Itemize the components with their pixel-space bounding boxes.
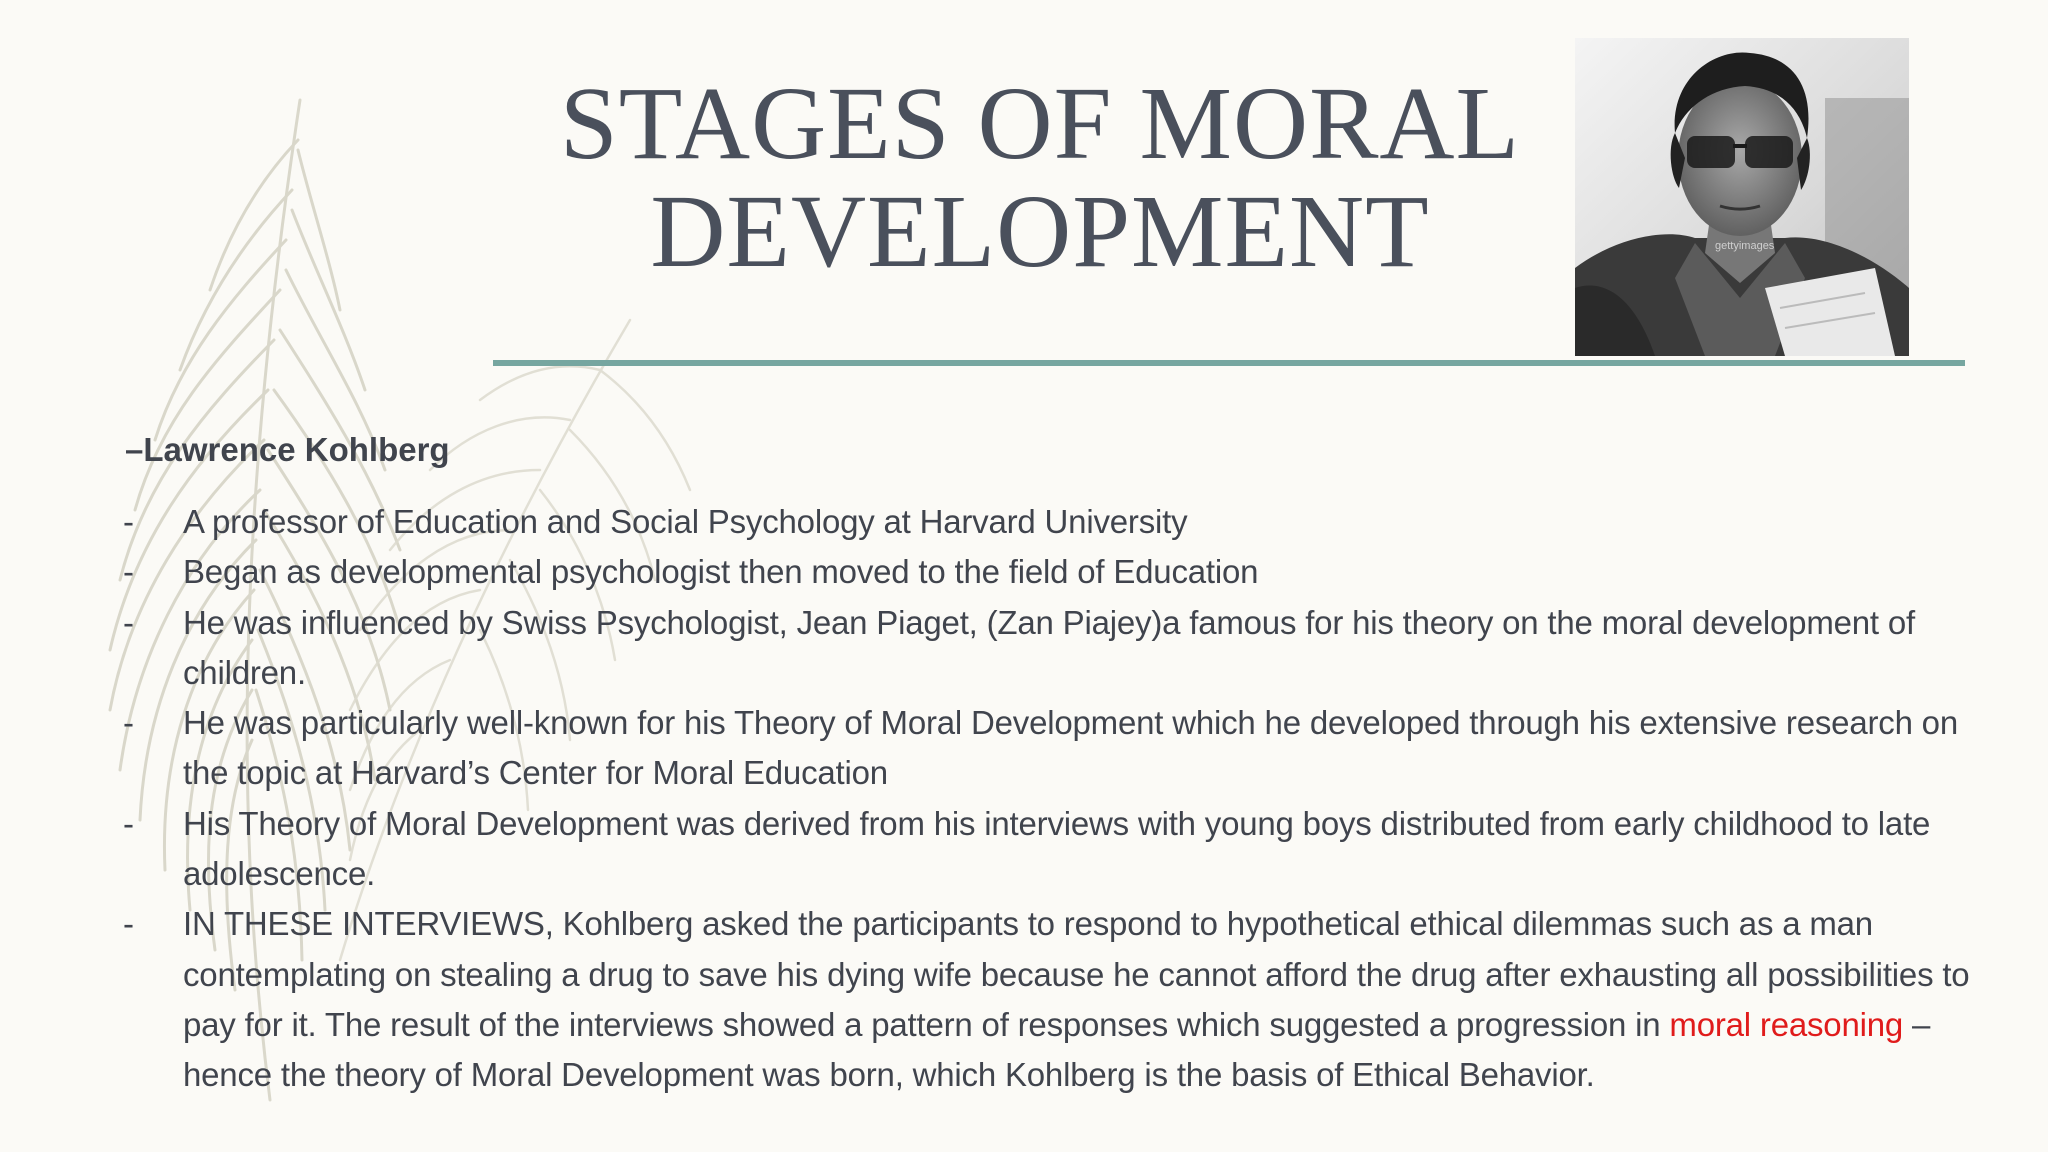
bullet-text-before: IN THESE INTERVIEWS, Kohlberg asked the participants to respond to hypothetical ethical dilemmas such as a man contemplating on stealing a drug to save his dying wife because he cannot afford the drug after exhausting all possibilities to pay for it. The result of the interviews showed a pattern of responses which suggested a progression in — [183, 905, 1970, 1043]
bullet-text-after: – hence the theory of Moral Development was born, which Kohlberg is the basis of Ethical Behavior. — [183, 1005, 1931, 1094]
title-divider — [493, 360, 1965, 366]
bullet-text: His Theory of Moral Development was derived from his interviews with young boys distributed from early childhood to late adolescence. — [183, 804, 1931, 893]
portrait-photo — [1575, 38, 1909, 356]
bullet-item — [120, 497, 1980, 547]
bullet-dash: - — [123, 905, 134, 943]
title-line-2: DEVELOPMENT — [650, 174, 1430, 289]
bullet-dash: - — [123, 704, 134, 742]
bullet-text: He was influenced by Swiss Psychologist, Jean Piaget, (Zan Piajey)a famous for his theory on the moral development of children. — [183, 603, 1915, 691]
bullet-item — [120, 799, 1980, 900]
bullet-text: A professor of Education and Social Psychology at Harvard University — [183, 503, 1188, 540]
bullet-dash: - — [123, 503, 134, 540]
bullet-text: He was particularly well-known for his Theory of Moral Development which he developed through his extensive research on the topic at Harvard’s Center for Moral Education — [183, 704, 1958, 792]
portrait-image — [1575, 38, 1909, 356]
author-name: –Lawrence Kohlberg — [125, 431, 450, 468]
bullet-dash: - — [123, 603, 134, 641]
title-line-1: STAGES OF MORAL — [559, 66, 1521, 181]
highlight-moral-reasoning: moral reasoning — [1669, 1005, 1904, 1043]
bullet-dash: - — [123, 804, 134, 842]
bullet-item — [120, 547, 1980, 597]
bullet-dash: - — [123, 553, 134, 591]
bullet-item — [120, 698, 1980, 799]
bullet-text: Began as developmental psychologist then moved to the field of Education — [183, 553, 1259, 591]
photo-watermark: gettyimages — [1715, 240, 1775, 252]
bullet-list — [120, 497, 1980, 1101]
bullet-item — [120, 598, 1980, 699]
slide-title — [480, 66, 1600, 289]
bullet-item — [120, 899, 1980, 1100]
